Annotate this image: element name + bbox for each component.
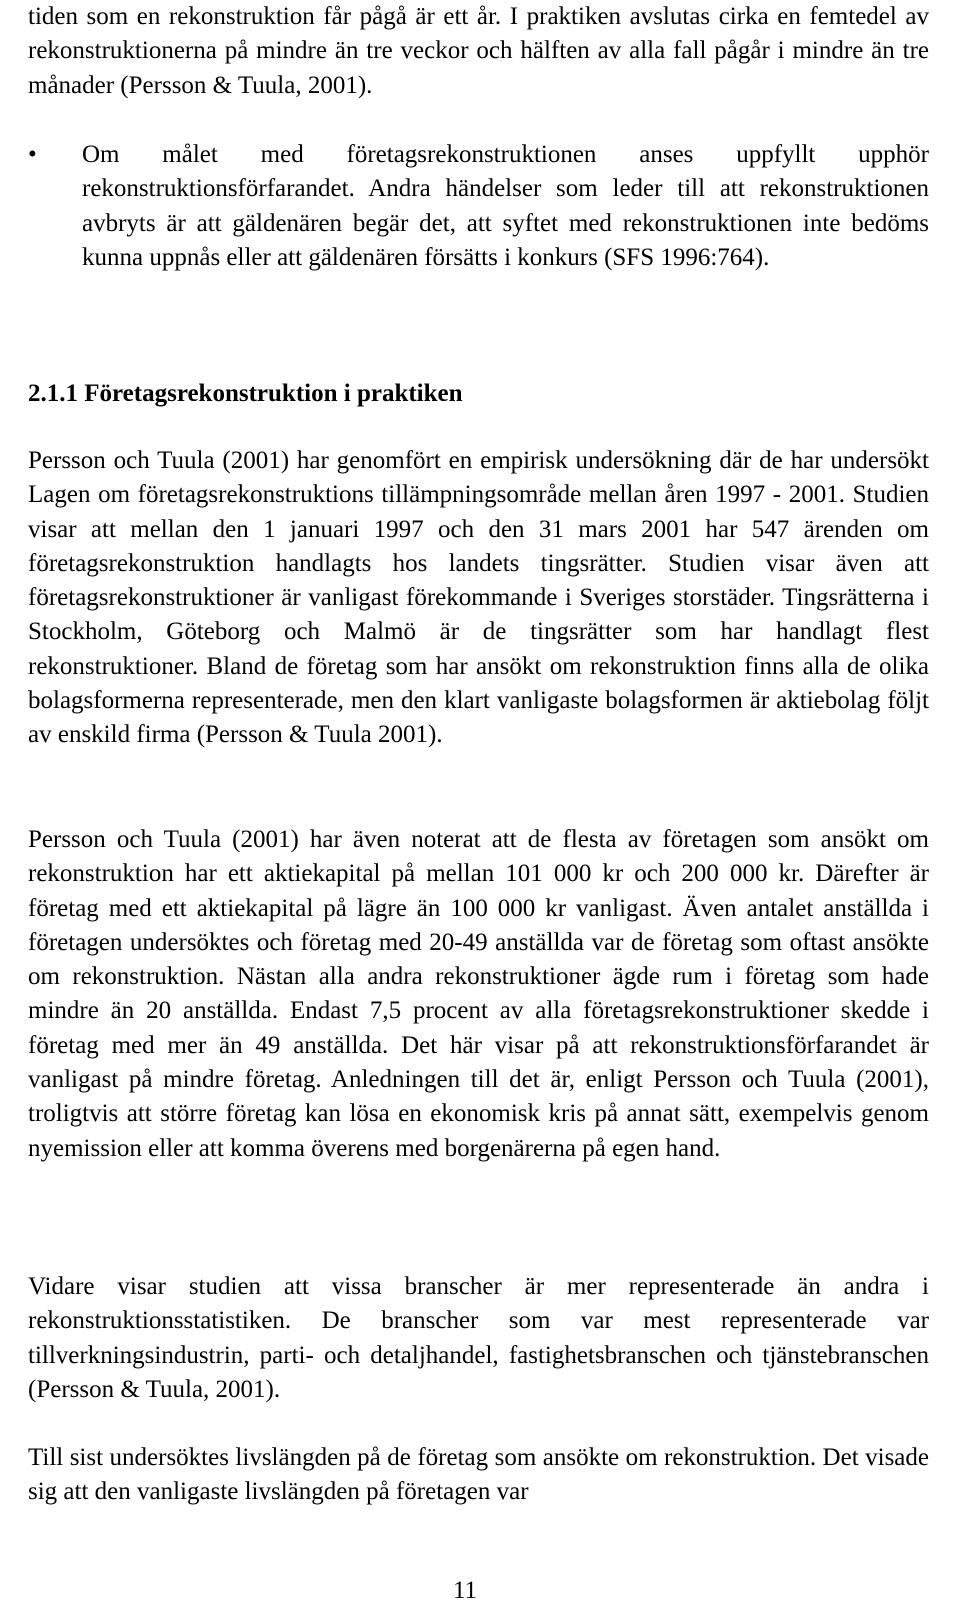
bullet-list-item (28, 138, 929, 308)
paragraph-1: Persson och Tuula (2001) har genomfört en empirisk undersökning där de har undersökt Lagen om företagsrekonstruktions tillämpningsområde mellan åren 1997 - 2001. Studien visar att mellan den 1 januari 1997 och den 31 mars 2001 har 547 ärenden om företagsrekonstruktion handlagts hos landets tingsrätter. Studien visar även att företagsrekonstruktioner är vanligast förekommande i Sveriges storstäder. Tingsrätterna i Stockholm, Göteborg och Malmö är de tingsrätter som har handlagt flest rekonstruktioner. Bland de företag som har ansökt om rekonstruktion finns alla de olika bolagsformerna representerade, men den klart vanligaste bolagsformen är aktiebolag följt av enskild firma (Persson & Tuula 2001). (28, 447, 929, 749)
page-number: 11 (452, 1577, 478, 1604)
bullet-icon: • (28, 141, 37, 168)
paragraph-2: Persson och Tuula (2001) har även noterat att de flesta av företagen som ansökt om rekonstruktion har ett aktiekapital på mellan 101 000 kr och 200 000 kr. Därefter är företag med ett aktiekapital på lägre än 100 000 kr vanligast. Även antalet anställda i företagen undersöktes och företag med 20-49 anställda var de företag som oftast ansökte om rekonstruktion. Nästan alla andra rekonstruktioner ägde rum i företag som hade mindre än 20 anställda. Endast 7,5 procent av alla företagsrekonstruktioner skedde i företag med mer än 49 anställda. Det här visar på att rekonstruktionsförfarandet är vanligast på mindre företag. Anledningen till det är, enligt Persson och Tuula (2001), troligtvis att större företag kan lösa en ekonomisk kris på annat sätt, exempelvis genom nyemission eller att komma överens med borgenärerna på egen hand. (28, 826, 929, 1162)
paragraph-4: Till sist undersöktes livslängden på de företag som ansökte om rekonstruktion. Det visade sig att den vanligaste livslängden på företagen var (28, 1444, 929, 1506)
paragraph-3: Vidare visar studien att vissa branscher är mer representerade än andra i rekonstruktionsstatistiken. De branscher som var mest representerade var tillverkningsindustrin, parti- och detaljhandel, fastighetsbranschen och tjänstebranschen (Persson & Tuula, 2001). (28, 1273, 929, 1403)
intro-paragraph: tiden som en rekonstruktion får pågå är ett år. I praktiken avslutas cirka en femtedel av rekonstruktionerna på mindre än tre veckor och hälften av alla fall pågår i mindre än tre månader (Persson & Tuula, 2001). (28, 3, 929, 99)
bullet-paragraph: Om målet med företagsrekonstruktionen anses uppfyllt upphör rekonstruktionsförfarandet. Andra händelser som leder till att rekonstruktionen avbryts är att gäldenären begär det, att syftet med rekonstruktionen inte bedöms kunna uppnås eller att gäldenären försätts i konkurs (SFS 1996:764). (82, 141, 929, 271)
section-heading: 2.1.1 Företagsrekonstruktion i praktiken (28, 380, 463, 407)
